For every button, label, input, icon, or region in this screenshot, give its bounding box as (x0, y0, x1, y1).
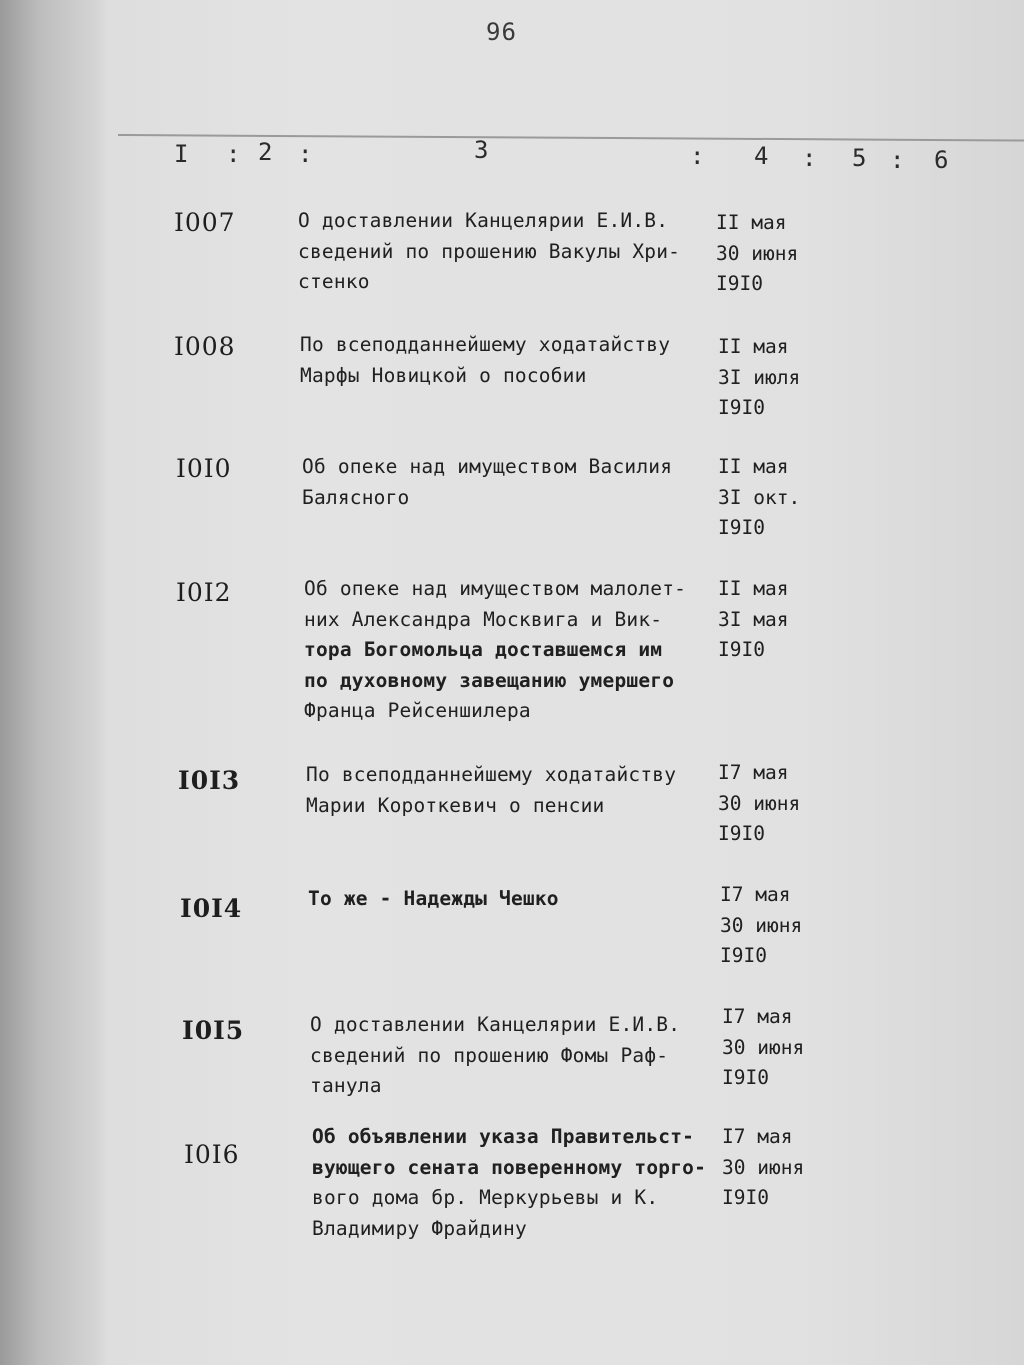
entry-date-line: 3I окт. (718, 485, 801, 509)
entry-title-line: них Александра Москвига и Вик- (304, 607, 663, 631)
entry-title-line: стенко (298, 270, 370, 293)
entry-date-line: 30 июня (718, 791, 801, 815)
entry-date-line: I9I0 (716, 272, 763, 295)
entry-date-line: 3I мая (718, 607, 789, 631)
entry-title (298, 206, 680, 298)
entry-number: I0I0 (176, 454, 232, 483)
entry-number: I0I4 (180, 894, 243, 923)
column-header-5: 5 (852, 144, 867, 172)
entry-title-line: По всеподданнейшему ходатайству (300, 333, 671, 356)
entry-date-line: I7 мая (722, 1125, 793, 1148)
entry-date-line: I7 мая (720, 883, 791, 906)
entry-title-line: сведений по прошению Вакулы Хри- (298, 239, 681, 263)
entry-date-line: II мая (718, 335, 789, 358)
entry-dates (718, 758, 800, 850)
column-header-2: 2 (258, 138, 273, 166)
entry-title-line: Владимиру Фрайдину (312, 1216, 527, 1240)
entry-dates (718, 574, 788, 666)
entry-dates (722, 1122, 804, 1214)
entry-number: I007 (174, 208, 236, 237)
entry-date-line: I7 мая (722, 1005, 793, 1028)
entry-dates (716, 208, 798, 300)
entry-number: I0I5 (182, 1016, 245, 1045)
entry-date-line: I9I0 (718, 516, 765, 539)
entry-title-line: танула (310, 1074, 382, 1097)
entry-title (308, 884, 559, 915)
entry-date-line: 30 июня (722, 1155, 805, 1179)
entry-date-line: I9I0 (722, 1186, 769, 1209)
entry-title-line: Марии Короткевич о пенсии (306, 793, 605, 817)
column-separator: : (226, 140, 241, 168)
entry-number: I008 (174, 332, 236, 361)
entry-title (312, 1122, 706, 1244)
entry-title (300, 330, 670, 391)
entry-title-line: вого дома бр. Меркурьевы и К. (312, 1186, 659, 1209)
entry-number: I0I6 (184, 1140, 240, 1169)
entry-title (302, 452, 672, 513)
entry-date-line: I9I0 (718, 396, 765, 419)
entry-number: I0I3 (178, 766, 241, 795)
entry-title-line: Об объявлении указа Правительст- (312, 1125, 695, 1148)
header-rule (118, 134, 1024, 142)
page-binding-shadow (0, 0, 108, 1365)
entry-date-line: I9I0 (718, 638, 765, 661)
entry-title-line: Франца Рейсеншилера (304, 699, 531, 722)
entry-title-line: Об опеке над имуществом Василия (302, 455, 673, 478)
column-separator: : (890, 146, 905, 174)
entry-title-line: То же - Надежды Чешко (308, 887, 559, 910)
entry-date-line: I9I0 (718, 822, 765, 845)
entry-number: I0I2 (176, 578, 232, 607)
column-separator: : (802, 144, 817, 172)
entry-date-line: I9I0 (720, 944, 767, 967)
entry-date-line: 3I июля (718, 365, 801, 389)
entry-title (306, 760, 676, 821)
entry-title (304, 574, 686, 727)
entry-title-line: по духовному завещанию умершего (304, 668, 675, 692)
column-separator: : (298, 140, 313, 168)
entry-title-line: Марфы Новицкой о пособии (300, 363, 587, 387)
entry-date-line: I7 мая (718, 761, 789, 784)
entry-title-line: О доставлении Канцелярии Е.И.В. (310, 1013, 681, 1036)
column-header-6: 6 (934, 146, 949, 174)
entry-date-line: II мая (716, 211, 787, 234)
entry-title-line: По всеподданнейшему ходатайству (306, 763, 677, 786)
page-number: 96 (486, 18, 517, 46)
entry-dates (718, 332, 800, 424)
entry-dates (718, 452, 800, 544)
entry-title-line: О доставлении Канцелярии Е.И.В. (298, 209, 669, 232)
entry-date-line: II мая (718, 577, 789, 600)
entry-date-line: 30 июня (716, 241, 799, 265)
entry-date-line: 30 июня (720, 913, 803, 937)
column-header-3: 3 (474, 136, 489, 164)
column-header-4: 4 (754, 142, 769, 170)
entry-title (310, 1010, 680, 1102)
entry-title-line: Об опеке над имуществом малолет- (304, 577, 687, 600)
entry-date-line: I9I0 (722, 1066, 769, 1089)
entry-title-line: вующего сената поверенному торго- (312, 1155, 707, 1179)
entry-title-line: тора Богомольца доставшемся им (304, 638, 663, 661)
entry-title-line: сведений по прошению Фомы Раф- (310, 1043, 669, 1067)
entry-date-line: 30 июня (722, 1035, 805, 1059)
column-header-1: I (174, 140, 189, 168)
entry-dates (720, 880, 802, 972)
column-separator: : (690, 142, 705, 170)
entry-date-line: II мая (718, 455, 789, 478)
entry-title-line: Балясного (302, 485, 410, 509)
entry-dates (722, 1002, 804, 1094)
